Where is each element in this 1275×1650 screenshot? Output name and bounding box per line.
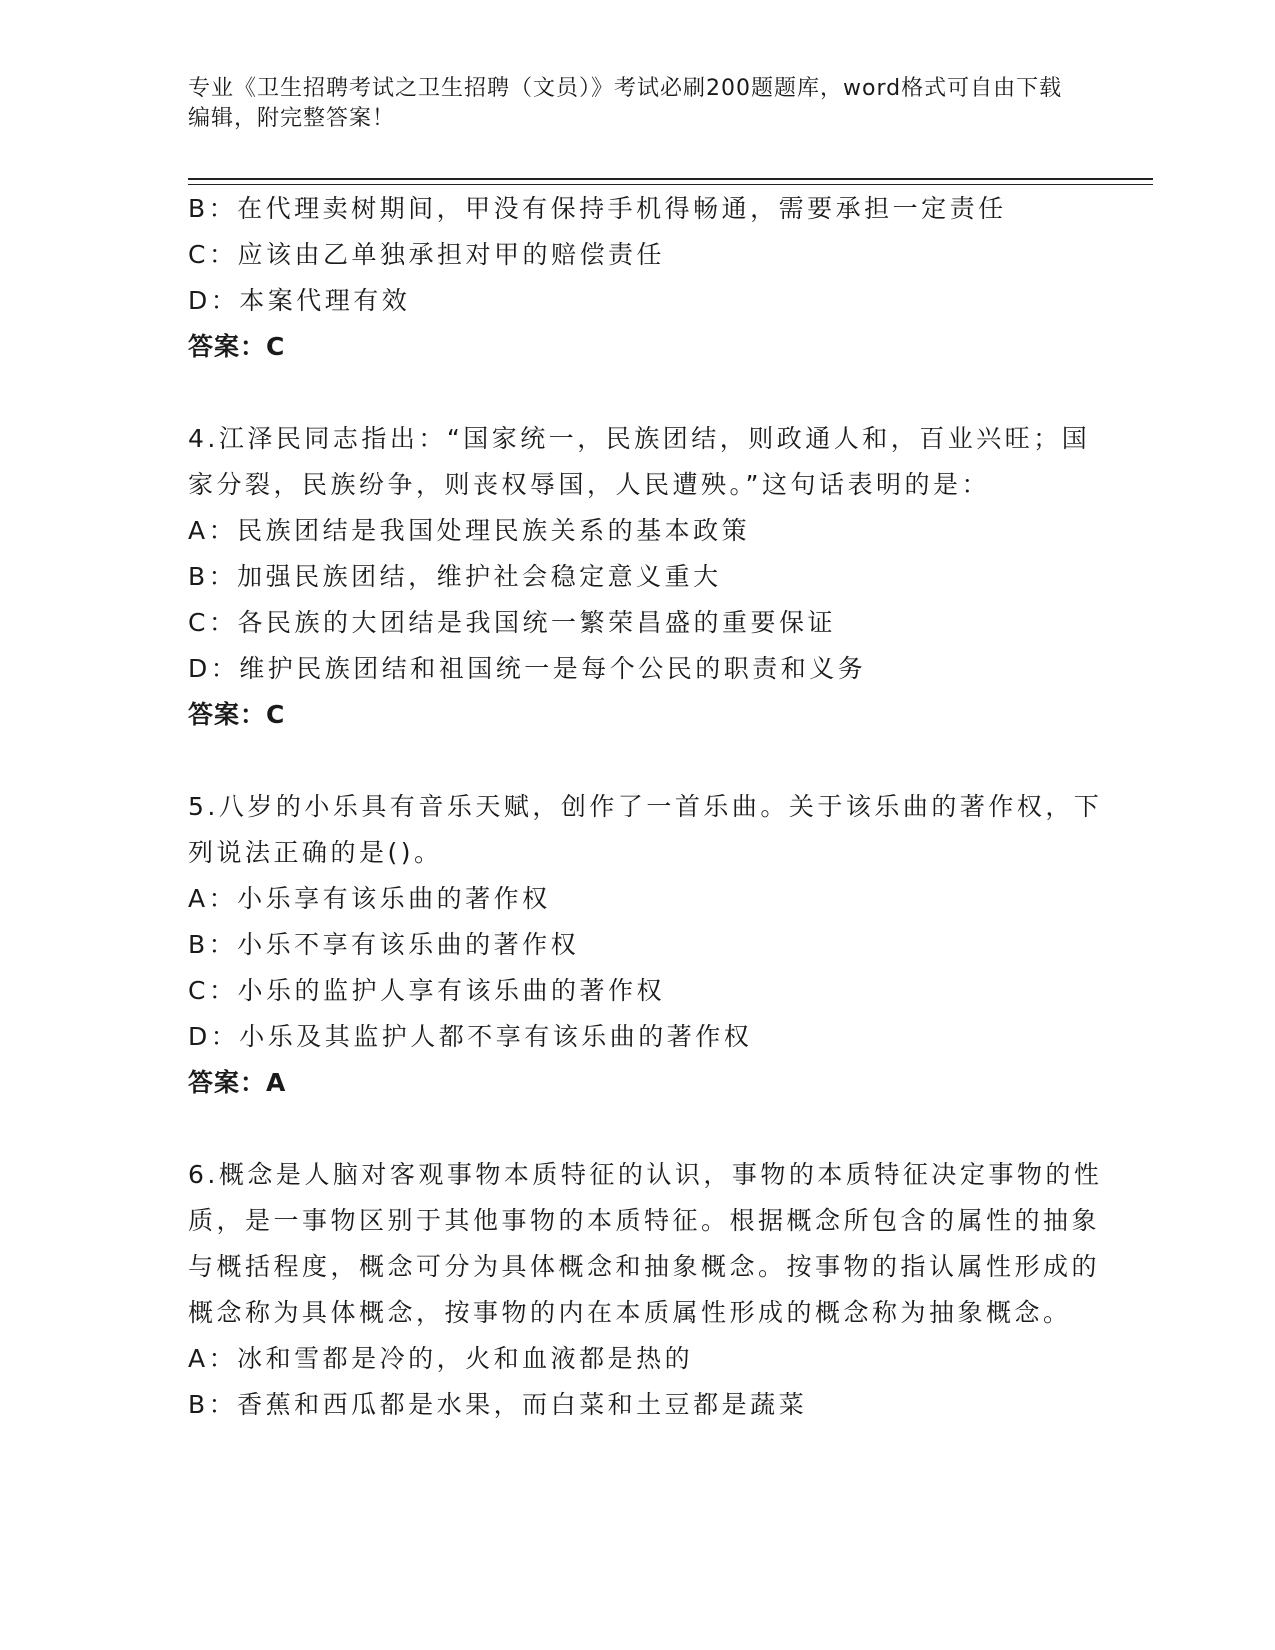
option-b: B：加强民族团结，维护社会稳定意义重大 — [188, 562, 722, 591]
question-3-continued — [188, 186, 1118, 370]
option-b: B：在代理卖树期间，甲没有保持手机得畅通，需要承担一定责任 — [188, 194, 1007, 223]
option-c: C：应该由乙单独承担对甲的赔偿责任 — [188, 240, 665, 269]
question-stem: 6.概念是人脑对客观事物本质特征的认识，事物的本质特征决定事物的性质，是一事物区别于其他事物的本质特征。根据概念所包含的属性的抽象与概括程度，概念可分为具体概念和抽象概念。按事物的指认属性形成的概念称为具体概念，按事物的内在本质属性形成的概念称为抽象概念。 — [188, 1160, 1103, 1327]
option-d: D：本案代理有效 — [188, 286, 411, 315]
answer-line: 答案：C — [188, 332, 286, 361]
option-c: C：各民族的大团结是我国统一繁荣昌盛的重要保证 — [188, 608, 836, 637]
option-d: D：维护民族团结和祖国统一是每个公民的职责和义务 — [188, 654, 867, 683]
answer-line: 答案：C — [188, 700, 286, 729]
header-divider — [188, 178, 1153, 185]
option-a: A：民族团结是我国处理民族关系的基本政策 — [188, 516, 751, 545]
option-d: D：小乐及其监护人都不享有该乐曲的著作权 — [188, 1022, 753, 1051]
question-6 — [188, 1152, 1118, 1428]
option-c: C：小乐的监护人享有该乐曲的著作权 — [188, 976, 665, 1005]
question-4 — [188, 416, 1118, 738]
option-b: B：小乐不享有该乐曲的著作权 — [188, 930, 580, 959]
question-5 — [188, 784, 1118, 1106]
document-header — [188, 74, 1068, 134]
question-stem: 5.八岁的小乐具有音乐天赋，创作了一首乐曲。关于该乐曲的著作权，下列说法正确的是()。 — [188, 792, 1103, 867]
header-title: 专业《卫生招聘考试之卫生招聘（文员）》考试必刷200题题库，word格式可自由下载编辑，附完整答案！ — [188, 76, 1063, 131]
option-a: A：冰和雪都是冷的，火和血液都是热的 — [188, 1344, 694, 1373]
option-a: A：小乐享有该乐曲的著作权 — [188, 884, 551, 913]
answer-line: 答案：A — [188, 1068, 287, 1097]
option-b: B：香蕉和西瓜都是水果，而白菜和土豆都是蔬菜 — [188, 1390, 808, 1419]
document-body — [188, 186, 1118, 1428]
question-stem: 4.江泽民同志指出：“国家统一，民族团结，则政通人和，百业兴旺；国家分裂，民族纷争，则丧权辱国，人民遭殃。”这句话表明的是： — [188, 424, 1091, 499]
